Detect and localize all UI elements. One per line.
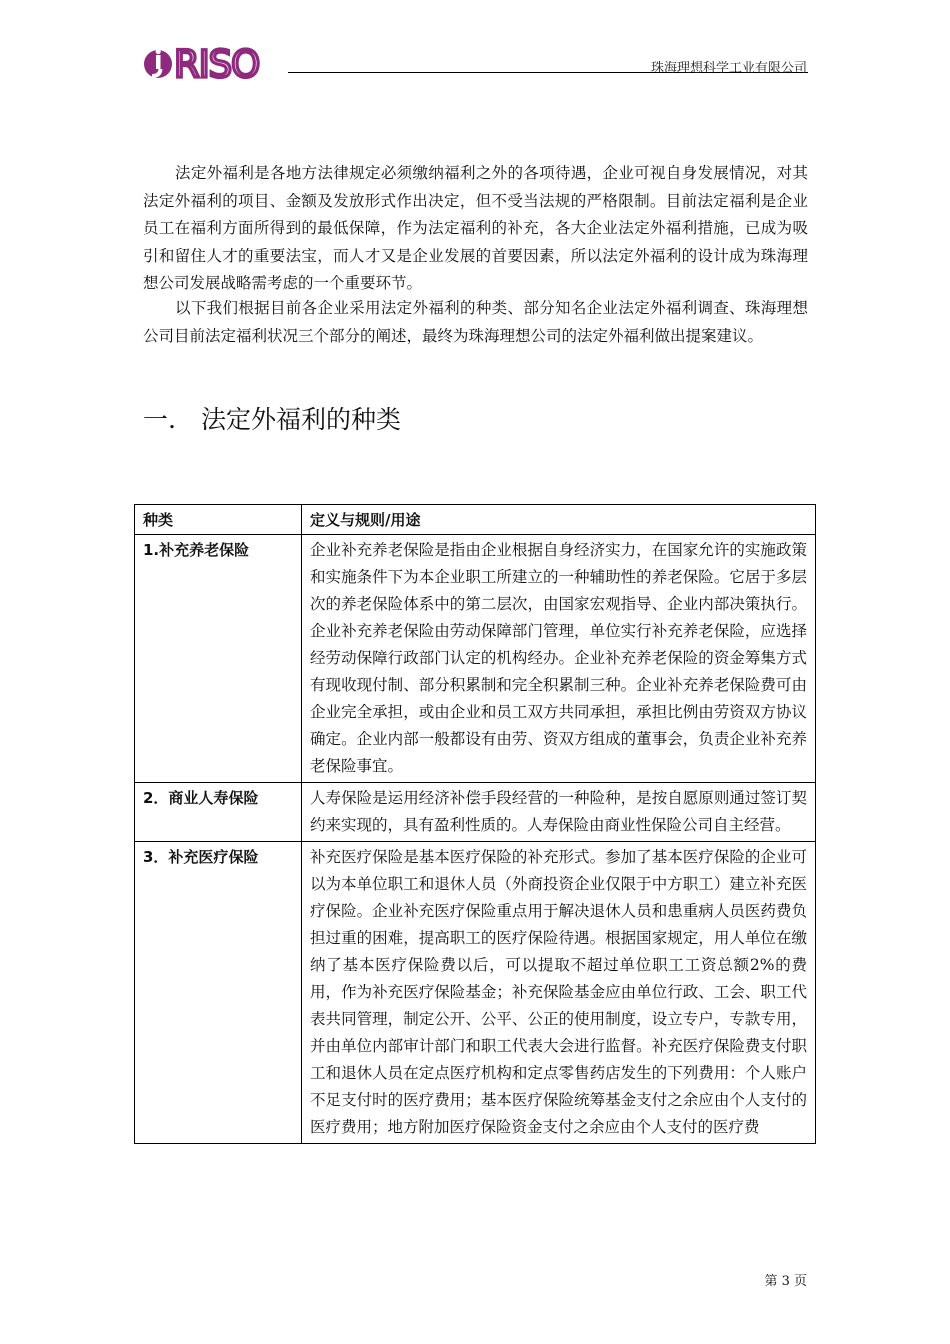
row-definition: 人寿保险是运用经济补偿手段经营的一种险种，是按自愿原则通过签订契约来实现的，具有盈利性质的。人寿保险由商业性保险公司自主经营。: [302, 783, 816, 842]
section-heading: [143, 400, 401, 436]
row-kind: 3．补充医疗保险: [135, 842, 302, 1144]
section-number: 一.: [143, 405, 176, 434]
section-title: 法定外福利的种类: [201, 405, 402, 434]
row-kind: 1.补充养老保险: [135, 535, 302, 783]
row-definition: 企业补充养老保险是指由企业根据自身经济实力，在国家允许的实施政策和实施条件下为本企业职工所建立的一种辅助性的养老保险。它居于多层次的养老保险体系中的第二层次，由国家宏观指导、企业内部决策执行。企业补充养老保险由劳动保障部门管理，单位实行补充养老保险，应选择经劳动保障行政部门认定的机构经办。企业补充养老保险的资金筹集方式有现收现付制、部分积累制和完全积累制三种。企业补充养老保险费可由企业完全承担，或由企业和员工双方共同承担，承担比例由劳资双方协议确定。企业内部一般都设有由劳、资双方组成的董事会，负责企业补充养老保险事宜。: [302, 535, 816, 783]
company-name: 珠海理想科学工业有限公司: [650, 61, 807, 76]
row-kind: 2．商业人寿保险: [135, 783, 302, 842]
page-number: 第 3 页: [764, 1274, 807, 1289]
table-row: [135, 783, 816, 842]
table-header-row: [135, 505, 816, 535]
intro-paragraph-2: 以下我们根据目前各企业采用法定外福利的种类、部分知名企业法定外福利调查、珠海理想公司目前法定福利状况三个部分的阐述，最终为珠海理想公司的法定外福利做出提案建议。: [143, 299, 808, 345]
table-row: [135, 535, 816, 783]
riso-logo: [143, 43, 289, 83]
logo-wordmark: RISO: [174, 43, 260, 83]
row-definition: 补充医疗保险是基本医疗保险的补充形式。参加了基本医疗保险的企业可以为本单位职工和退休人员（外商投资企业仅限于中方职工）建立补充医疗保险。企业补充医疗保险重点用于解决退休人员和患重病人员医药费负担过重的困难，提高职工的医疗保险待遇。根据国家规定，用人单位在缴纳了基本医疗保险费以后，可以提取不超过单位职工工资总额2%的费用，作为补充医疗保险基金；补充保险基金应由单位行政、工会、职工代表共同管理，制定公开、公平、公正的使用制度，设立专户，专款专用，并由单位内部审计部门和职工代表大会进行监督。补充医疗保险费支付职工和退休人员在定点医疗机构和定点零售药店发生的下列费用：个人账户不足支付时的医疗费用；基本医疗保险统筹基金支付之余应由个人支付的医疗费用；地方附加医疗保险资金支付之余应由个人支付的医疗费: [302, 842, 816, 1144]
welfare-types-table: [134, 504, 816, 1144]
table-row: [135, 842, 816, 1144]
header-definition: 定义与规则/用途: [302, 505, 816, 535]
header-kind: 种类: [135, 505, 302, 535]
intro-paragraph-1: 法定外福利是各地方法律规定必须缴纳福利之外的各项待遇，企业可视自身发展情况，对其法定外福利的项目、金额及发放形式作出决定，但不受当法规的严格限制。目前法定福利是企业员工在福利方面所得到的最低保障，作为法定福利的补充，各大企业法定外福利措施，已成为吸引和留住人才的重要法宝，而人才又是企业发展的首要因素，所以法定外福利的设计成为珠海理想公司发展战略需考虑的一个重要环节。: [143, 164, 808, 292]
